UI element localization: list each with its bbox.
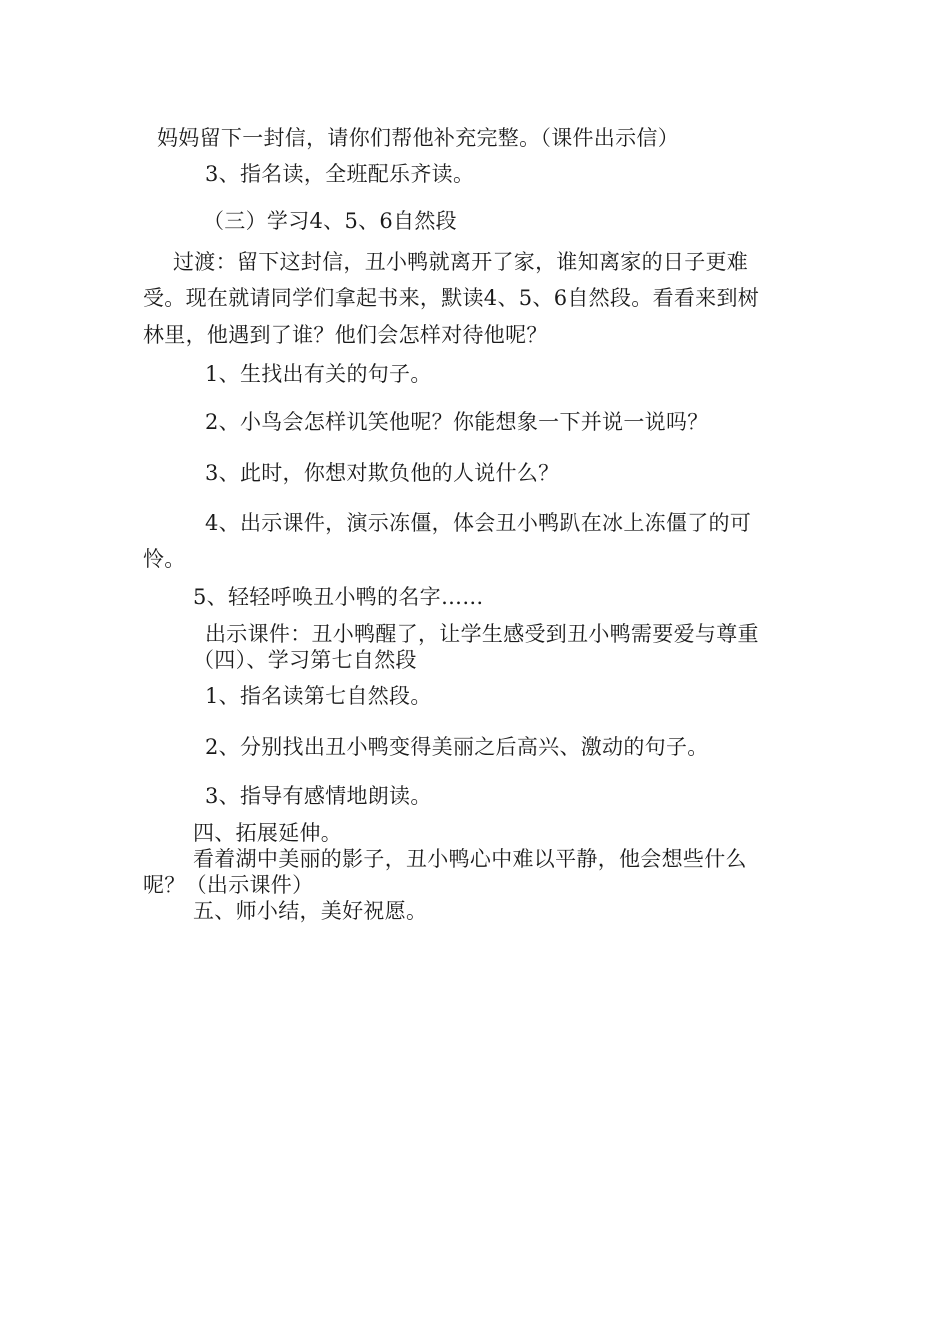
- section-heading-4: （四）、学习第七自然段: [193, 648, 417, 672]
- text-line-transition-end: 林里，他遇到了谁？他们会怎样对待他呢？: [143, 323, 548, 347]
- section-heading-summary: 五、师小结，美好祝愿。: [193, 899, 428, 923]
- section-heading-extension: 四、拓展延伸。: [193, 821, 343, 845]
- text-line-transition-cont: 受。现在就请同学们拿起书来，默读4、5、6自然段。看看来到树: [143, 286, 760, 310]
- text-line-courseware: 出示课件：丑小鸭醒了，让学生感受到丑小鸭需要爱与尊重: [205, 622, 759, 646]
- list-item-5: 5、轻轻呼唤丑小鸭的名字……: [193, 585, 484, 609]
- list-item-2-b: 2、分别找出丑小鸭变得美丽之后高兴、激动的句子。: [205, 735, 709, 759]
- list-item-1-b: 1、指名读第七自然段。: [205, 684, 432, 708]
- list-item-3: 3、此时，你想对欺负他的人说什么？: [205, 461, 560, 485]
- list-item-4-cont: 怜。: [143, 547, 186, 571]
- list-item-4: 4、出示课件，演示冻僵，体会丑小鸭趴在冰上冻僵了的可: [205, 511, 752, 535]
- text-line-transition: 过渡：留下这封信，丑小鸭就离开了家，谁知离家的日子更难: [173, 250, 749, 274]
- text-line-lake: 看着湖中美丽的影子，丑小鸭心中难以平静，他会想些什么: [193, 847, 747, 871]
- section-heading-3: （三）学习4、5、6自然段: [203, 209, 457, 233]
- text-line-step-3: 3、指名读，全班配乐齐读。: [205, 162, 475, 186]
- text-line-lake-cont: 呢？（出示课件）: [143, 873, 314, 897]
- text-line-letter: 妈妈留下一封信，请你们帮他补充完整。（课件出示信）: [157, 126, 679, 150]
- list-item-1: 1、生找出有关的句子。: [205, 362, 432, 386]
- list-item-3-b: 3、指导有感情地朗读。: [205, 784, 432, 808]
- list-item-2: 2、小鸟会怎样讥笑他呢？你能想象一下并说一说吗？: [205, 410, 709, 434]
